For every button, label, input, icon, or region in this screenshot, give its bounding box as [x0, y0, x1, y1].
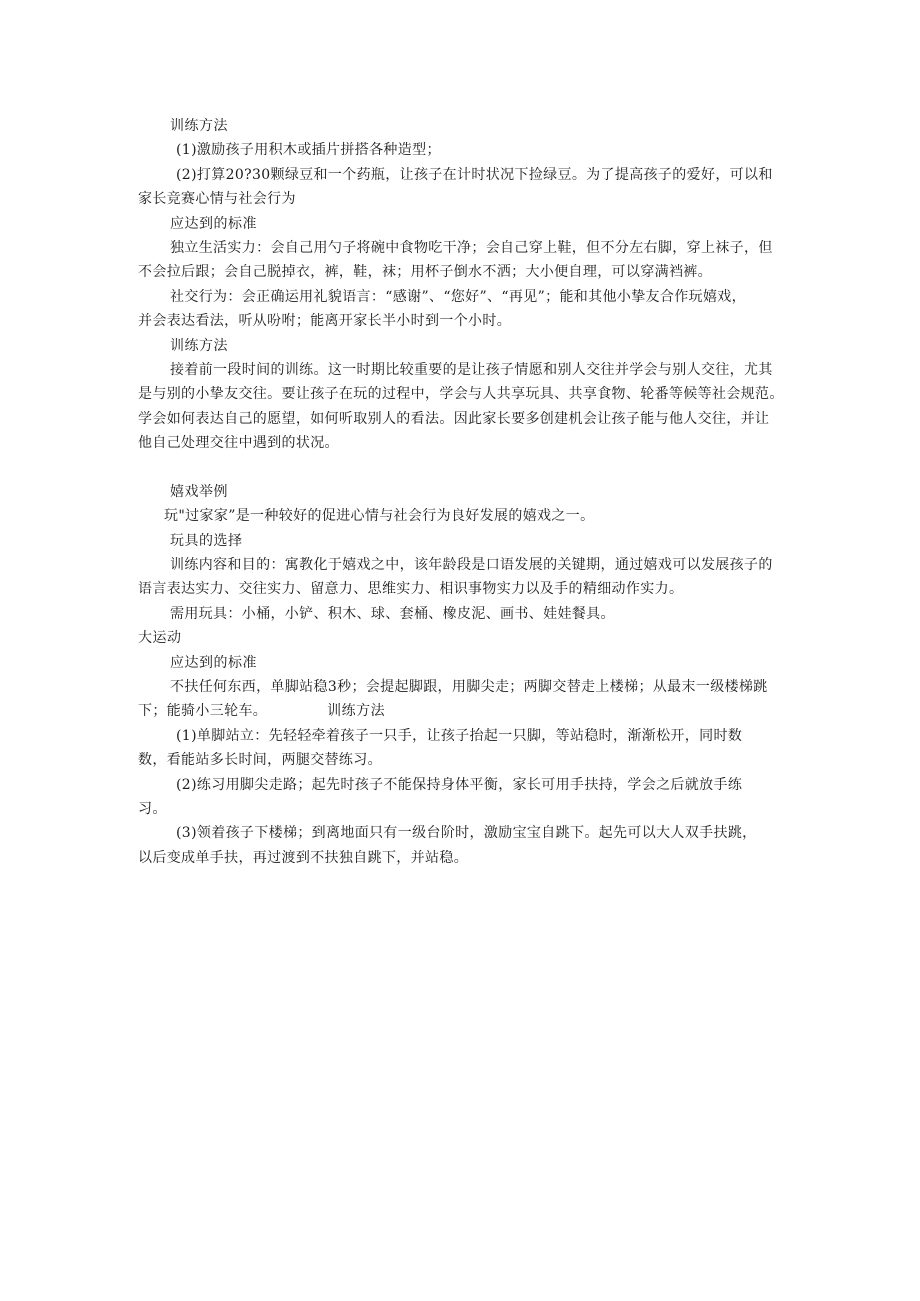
step-3-stairs: (3)领着孩子下楼梯；到离地面只有一级台阶时，激励宝宝自跳下。起先可以大人双手扶跳，	[176, 825, 757, 842]
heading-toy-selection: 玩具的选择	[170, 532, 243, 549]
step-3-continued: 以后变成单手扶，再过渡到不扶独自跳下，并站稳。	[138, 849, 469, 866]
document-body	[138, 114, 788, 870]
paragraph-training-line-3: 学会如何表达自己的愿望，如何听取别人的看法。因此家长要多创建机会让孩子能与他人交往，并让	[138, 410, 770, 427]
motor-standard-tail: 下；能骑小三轮车。	[138, 703, 268, 720]
paragraph-training-content: 训练内容和目的：寓教化于嬉戏之中，该年龄段是口语发展的关键期，通过嬉戏可以发展孩子的	[170, 557, 773, 574]
step-2-continued: 家长竞赛心情与社会行为	[138, 191, 296, 208]
heading-gross-motor: 大运动	[138, 630, 182, 647]
paragraph-social-behavior-cont: 并会表达看法，听从吩咐；能离开家长半小时到一个小时。	[138, 313, 512, 330]
step-2-tiptoe-continued: 习。	[138, 800, 167, 817]
heading-training-method-2: 训练方法	[170, 337, 228, 354]
paragraph-training-content-cont: 语言表达实力、交往实力、留意力、思维实力、相识事物实力以及手的精细动作实力。	[138, 581, 684, 598]
paragraph-social-behavior: 社交行为：会正确运用礼貌语言：“感谢”、“您好”、“再见”；能和其他小挚友合作玩嬉戏，	[170, 288, 746, 305]
blank-line	[138, 455, 788, 479]
paragraph-training-line-4: 他自己处理交往中遇到的状况。	[138, 435, 339, 452]
step-1-blocks: (1)激励孩子用积木或插片拼搭各种造型；	[176, 142, 441, 159]
paragraph-motor-standard: 不扶任何东西，单脚站稳3秒；会提起脚跟，用脚尖走；两脚交替走上楼梯；从最末一级楼梯跳	[170, 678, 768, 695]
paragraph-independent-living-cont: 不会拉后跟；会自己脱掉衣，裤，鞋，袜；用杯子倒水不洒；大小便自理，可以穿满裆裤。	[138, 264, 712, 281]
step-2-green-beans: (2)打算20?30颗绿豆和一个药瓶，让孩子在计时状况下捡绿豆。为了提高孩子的爱好，可以和	[176, 166, 773, 183]
step-1-one-foot-stand: (1)单脚站立：先轻轻牵着孩子一只手，让孩子抬起一只脚，等站稳时，渐渐松开，同时数	[176, 727, 743, 744]
heading-standard-1: 应达到的标准	[170, 215, 257, 232]
heading-training-method-1: 训练方法	[170, 118, 228, 134]
heading-game-example: 嬉戏举例	[170, 483, 228, 500]
step-2-tiptoe-walk: (2)练习用脚尖走路；起先时孩子不能保持身体平衡，家长可用手扶持，学会之后就放手练	[176, 776, 743, 793]
heading-standard-2: 应达到的标准	[170, 654, 257, 671]
paragraph-independent-living: 独立生活实力：会自己用勺子将碗中食物吃干净；会自己穿上鞋，但不分左右脚，穿上袜子，但	[170, 239, 773, 256]
heading-training-method-3: 训练方法	[327, 703, 386, 720]
paragraph-training-intro: 接着前一段时间的训练。这一时期比较重要的是让孩子情愿和别人交往并学会与别人交往，尤其	[170, 361, 773, 378]
paragraph-training-line-2: 是与别的小挚友交往。要让孩子在玩的过程中，学会与人共享玩具、共享食物、轮番等候等社会规范。	[138, 386, 784, 403]
paragraph-toys-needed: 需用玩具：小桶，小铲、积木、球、套桶、橡皮泥、画书、娃娃餐具。	[170, 605, 615, 622]
paragraph-motor-standard-cont	[138, 699, 788, 723]
paragraph-game-house: 玩"过家家”是一种较好的促进心情与社会行为良好发展的嬉戏之一。	[164, 508, 595, 525]
step-1-continued: 数，看能站多长时间，两腿交替练习。	[138, 752, 382, 769]
